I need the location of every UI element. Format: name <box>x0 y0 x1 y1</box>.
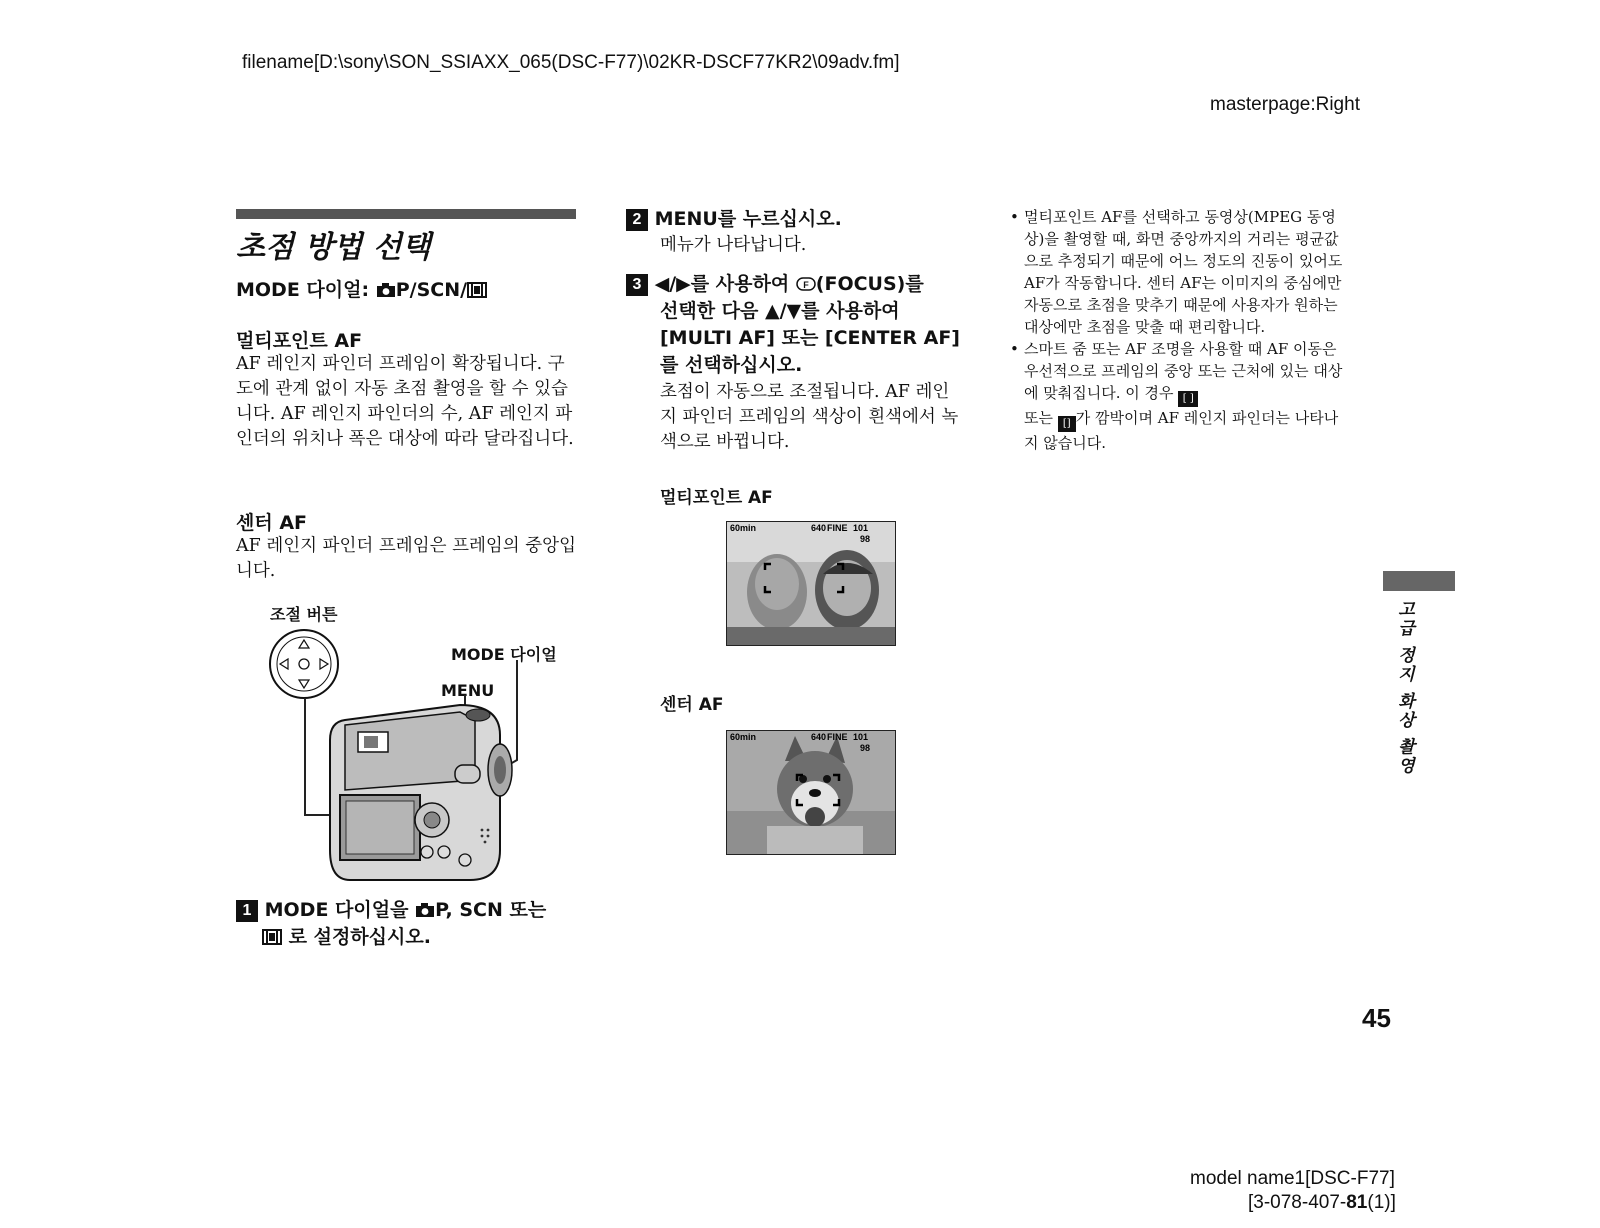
note-item: • 스마트 줌 또는 AF 조명을 사용할 때 AF 이동은 우선적으로 프레임의 중앙 또는 근처에 있는 대상에 맞춰집니다. 이 경우 [ ] 또는 [] 가 깜박이며 AF 레인지 파인더는 나타나지 않습니다. <box>1010 340 1343 452</box>
movie-icon <box>467 281 487 297</box>
svg-text:F: F <box>803 280 809 290</box>
notes-list <box>1010 206 1350 454</box>
mode-dial-suffix: P/SCN/ <box>395 279 468 301</box>
section-rule <box>236 209 576 219</box>
camera-icon <box>376 280 396 294</box>
step-3-head-a: ◀/▶를 사용하여 <box>654 273 796 295</box>
multi-screen-caption: 멀티포인트 AF <box>660 488 773 508</box>
page-number: 45 <box>1362 1003 1391 1033</box>
step-1-text-b: P, SCN 또는 <box>435 899 547 921</box>
filename-header: filename[D:\sony\SON_SSIAXX_065(DSC-F77)\02KR-DSCF77KR2\09adv.fm] <box>242 52 900 73</box>
image-size-indicator: 640 <box>811 732 827 742</box>
section-title: 초점 방법 선택 <box>236 230 431 265</box>
af-frame-icon: [ ] <box>1178 391 1198 407</box>
note-item: • 멀티포인트 AF를 선택하고 동영상(MPEG 동영상)을 촬영할 때, 화면 중앙까지의 거리는 평균값으로 추정되기 때문에 어느 정도의 진동이 있어도 AF가 작동합니다. 센터 AF는 이미지의 중심에만 자동으로 초점을 맞추기 때문에 사용자가 원하는 대상에만 초점을 맞출 때 편리합니다. <box>1010 206 1350 338</box>
side-tab-label: 고급 정지 화상 촬영 <box>1394 600 1414 776</box>
multipoint-heading: 멀티포인트 AF <box>236 330 363 352</box>
model-name: model name1[DSC-F77] <box>1190 1168 1395 1189</box>
multipoint-body: AF 레인지 파인더 프레임이 확장됩니다. 구도에 관계 없이 자동 초점 촬영을 할 수 있습니다. AF 레인지 파인더의 수, AF 레인지 파인더의 위치나 폭은 대상에 따라 달라집니다. <box>236 354 574 449</box>
step-3-head-b: (FOCUS)를 <box>815 273 924 295</box>
step-3-head-rest: 선택한 다음 ▲/▼를 사용하여 [MULTI AF] 또는 [CENTER AF]를 선택하십시오. <box>660 300 960 376</box>
mode-dial-line <box>236 275 487 302</box>
step-1 <box>236 897 596 951</box>
masterpage-label: masterpage:Right <box>1210 94 1360 115</box>
remaining-count: 98 <box>860 743 871 753</box>
control-button-label: 조절 버튼 <box>270 605 338 624</box>
folder-indicator: 101 <box>853 732 869 742</box>
step-2-body: 메뉴가 나타납니다. <box>660 235 807 255</box>
battery-indicator: 60min <box>730 523 757 533</box>
note-2-text-b: 또는 <box>1024 409 1053 427</box>
step-1-text-a: MODE 다이얼을 <box>264 899 416 921</box>
center-lcd-screen <box>726 730 896 855</box>
step-3-body: 초점이 자동으로 조절됩니다. AF 레인지 파인더 프레임의 색상이 흰색에서 녹색으로 바뀝니다. <box>660 382 959 452</box>
part-code-bold: 81 <box>1346 1192 1368 1213</box>
folder-indicator: 101 <box>853 523 869 533</box>
quality-indicator: FINE <box>827 523 848 533</box>
step-2-number: 2 <box>626 209 648 231</box>
step-1-text-c: 로 설정하십시오. <box>282 926 431 948</box>
battery-indicator: 60min <box>730 732 757 742</box>
multipoint-lcd-screen <box>726 521 896 646</box>
quality-indicator: FINE <box>827 732 848 742</box>
step-2-head: MENU를 누르십시오. <box>654 208 842 230</box>
note-1-text: 멀티포인트 AF를 선택하고 동영상(MPEG 동영상)을 촬영할 때, 화면 중앙까지의 거리는 평균값으로 추정되기 때문에 어느 정도의 진동이 있어도 AF가 작동합니다. 센터 AF는 이미지의 중심에만 자동으로 초점을 맞추기 때문에 사용자가 원하는 대상에만 초점을 맞출 때 편리합니다. <box>1024 208 1343 336</box>
step-3 <box>626 271 966 379</box>
camera-icon <box>415 898 435 912</box>
mode-dial-label: MODE 다이얼 <box>451 645 557 664</box>
part-code-suffix: (1)] <box>1367 1192 1396 1213</box>
note-2-text-a: 스마트 줌 또는 AF 조명을 사용할 때 AF 이동은 우선적으로 프레임의 중앙 또는 근처에 있는 대상에 맞춰집니다. 이 경우 <box>1024 340 1343 402</box>
movie-icon <box>262 926 282 942</box>
center-screen-caption: 센터 AF <box>660 695 724 715</box>
note-2-text-c: 가 깜박이며 AF 레인지 파인더는 나타나지 않습니다. <box>1024 409 1339 452</box>
image-size-indicator: 640 <box>811 523 827 533</box>
side-tab-bar <box>1383 571 1455 591</box>
remaining-count: 98 <box>860 534 871 544</box>
menu-label: MENU <box>441 681 495 700</box>
step-3-number: 3 <box>626 274 648 296</box>
focus-icon <box>796 273 816 289</box>
center-heading: 센터 AF <box>236 512 308 534</box>
camera-illustration <box>260 620 560 890</box>
center-body: AF 레인지 파인더 프레임은 프레임의 중앙입니다. <box>236 536 576 581</box>
af-frame-icon-small: [] <box>1058 416 1076 432</box>
step-2 <box>626 206 842 233</box>
step-1-number: 1 <box>236 900 258 922</box>
mode-dial-prefix: MODE 다이얼: <box>236 279 376 301</box>
part-code-prefix: [3-078-407- <box>1248 1192 1347 1213</box>
part-code <box>1248 1192 1396 1214</box>
